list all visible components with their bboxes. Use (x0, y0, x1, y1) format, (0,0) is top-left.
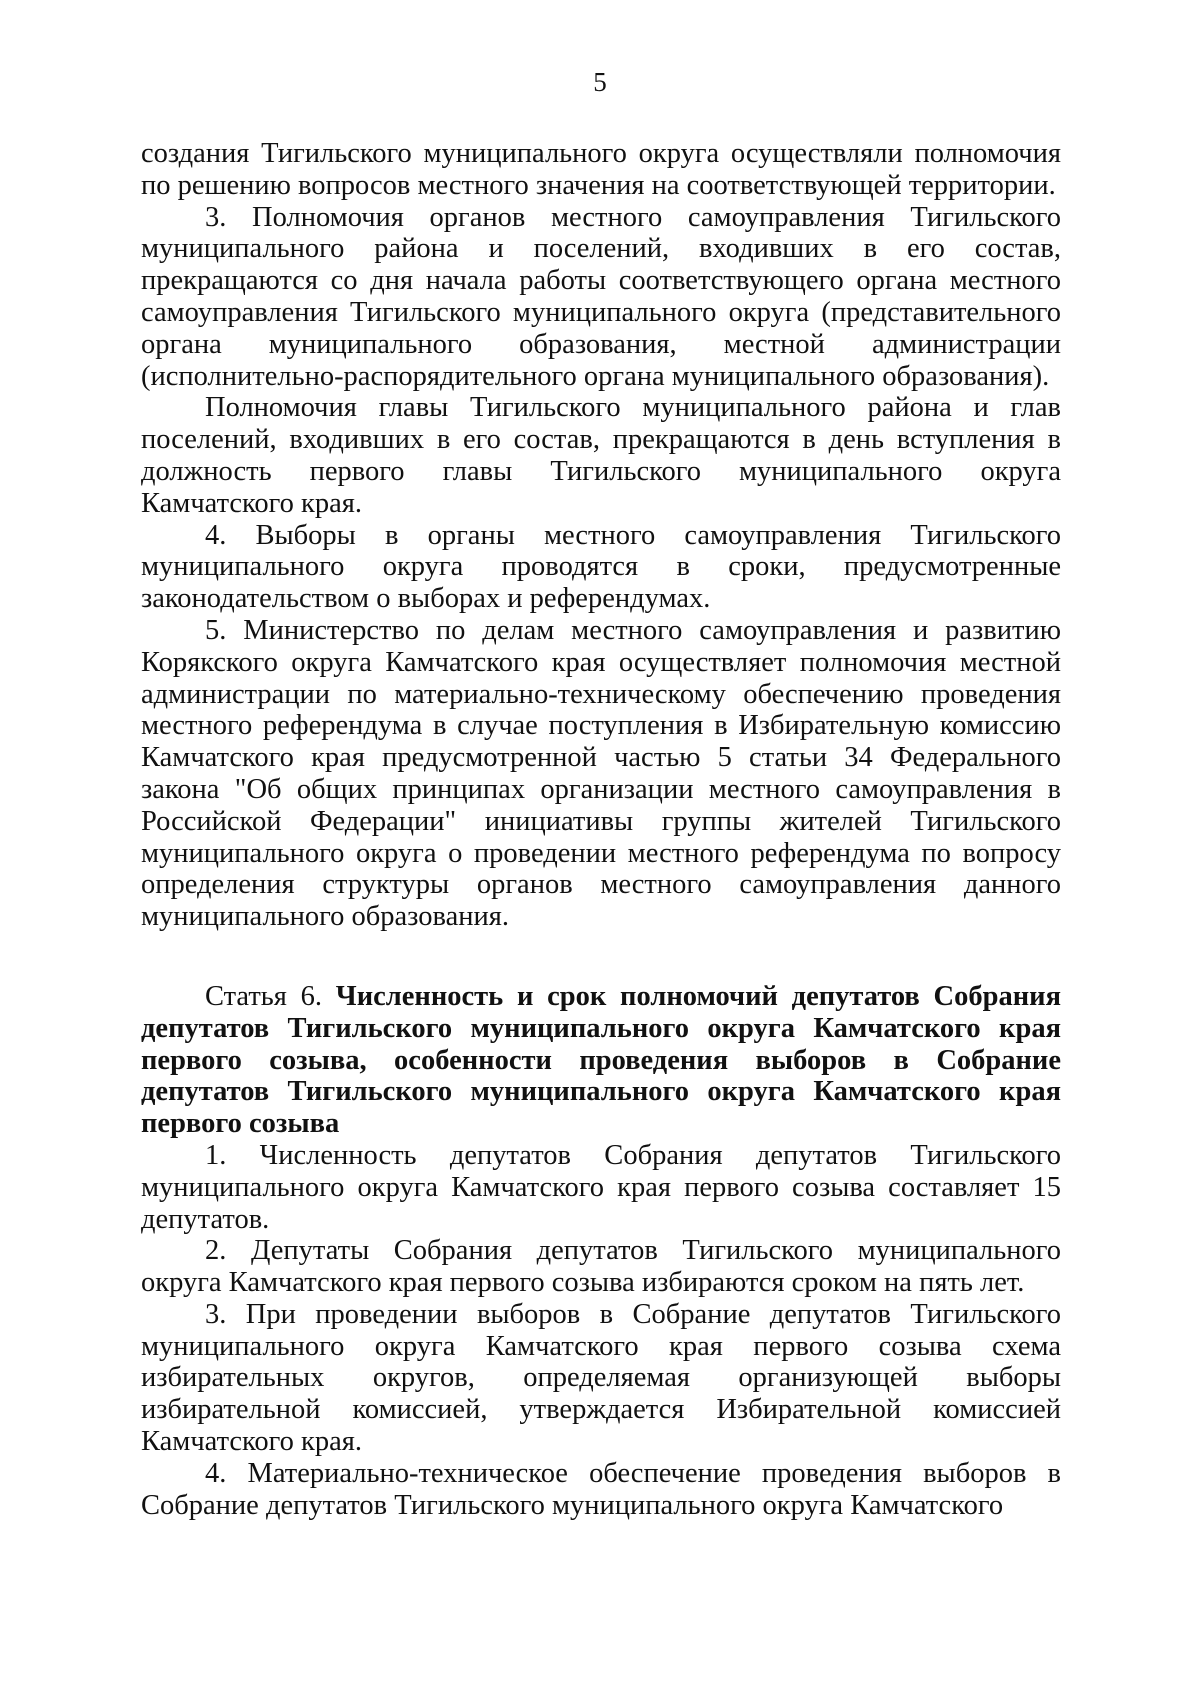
article-title: Численность и срок полномочий депутатов Собрания депутатов Тигильского муниципального округа Камчатского края первого созыва, особенности проведения выборов в Собрание депутатов Тигильского муниципального округа Камчатского края первого созыва (141, 980, 1061, 1140)
paragraph-item-3: 3. Полномочия органов местного самоуправления Тигильского муниципального района и поселений, входивших в его состав, прекращаются со дня начала работы соответствующего органа местного самоуправления Тигильского муниципального округа (представительного органа муниципального образования, местной администрации (исполнительно-распорядительного органа муниципального образования). (141, 201, 1061, 392)
article-paragraph-4: 4. Материально-техническое обеспечение проведения выборов в Собрание депутатов Тигильского муниципального округа Камчатского (141, 1457, 1061, 1521)
paragraph-item-5: 5. Министерство по делам местного самоуправления и развитию Корякского округа Камчатского края осуществляет полномочия местной администрации по материально-техническому обеспечению проведения местного референдума в случае поступления в Избирательную комиссию Камчатского края предусмотренной частью 5 статьи 34 Федерального закона "Об общих принципах организации местного самоуправления в Российской Федерации" инициативы группы жителей Тигильского муниципального округа о проведении местного референдума по вопросу определения структуры органов местного самоуправления данного муниципального образования. (141, 614, 1061, 933)
document-body (141, 138, 1061, 1521)
paragraph-continuation: создания Тигильского муниципального округа осуществляли полномочия по решению вопросов местного значения на соответствующей территории. (141, 138, 1061, 201)
article-paragraph-2: 2. Депутаты Собрания депутатов Тигильского муниципального округа Камчатского края первого созыва избираются сроком на пять лет. (141, 1235, 1061, 1299)
article-paragraph-3: 3. При проведении выборов в Собрание депутатов Тигильского муниципального округа Камчатского края первого созыва схема избирательных округов, определяемая организующей выборы избирательной комиссией, утверждается Избирательной комиссией Камчатского края. (141, 1298, 1061, 1458)
page-number: 5 (593, 67, 607, 97)
paragraph-item-4: 4. Выборы в органы местного самоуправления Тигильского муниципального округа проводятся в сроки, предусмотренные законодательством о выборах и референдумах. (141, 519, 1061, 615)
article-heading (141, 981, 1061, 1140)
article-paragraph-1: 1. Численность депутатов Собрания депутатов Тигильского муниципального округа Камчатского края первого созыва составляет 15 депутатов. (141, 1139, 1061, 1235)
article-label: Статья 6. (205, 980, 323, 1012)
paragraph-head-powers: Полномочия главы Тигильского муниципального района и глав поселений, входивших в его состав, прекращаются в день вступления в должность первого главы Тигильского муниципального округа Камчатского края. (141, 392, 1061, 519)
